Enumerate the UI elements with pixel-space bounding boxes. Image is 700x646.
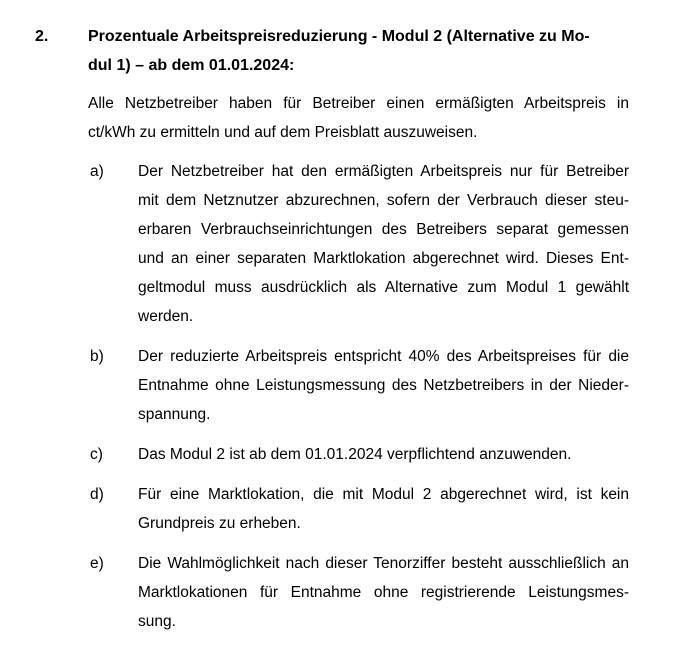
list-item-text — [138, 440, 629, 469]
text-line: Der reduzierte Arbeitspreis entspricht 40% des Arbeitspreises für die — [138, 348, 629, 365]
text-line: mit dem Netznutzer abzurechnen, sofern der Verbrauch dieser steu- — [138, 192, 629, 209]
section-title — [88, 22, 629, 80]
list-item-marker: d) — [90, 486, 104, 503]
text-line: Entnahme ohne Leistungsmessung des Netzbetreibers in der Nieder- — [138, 377, 629, 394]
list — [35, 157, 700, 636]
list-item-marker: b) — [90, 348, 104, 365]
list-item — [90, 342, 700, 429]
text-line: Grundpreis zu erheben. — [138, 515, 301, 532]
list-item-text — [138, 549, 629, 636]
section-heading — [35, 22, 700, 80]
list-item — [90, 157, 700, 331]
text-line: und an einer separaten Marktlokation abgerechnet wird. Dieses Ent- — [138, 250, 629, 267]
text-line: Der Netzbetreiber hat den ermäßigten Arbeitspreis nur für Betreiber — [138, 163, 629, 180]
text-line: geltmodul muss ausdrücklich als Alternative zum Modul 1 gewählt — [138, 279, 629, 296]
text-line: dul 1) – ab dem 01.01.2024: — [88, 57, 295, 74]
list-item-marker: a) — [90, 163, 104, 180]
text-line: erbaren Verbrauchseinrichtungen des Betreibers separat gemessen — [138, 221, 629, 238]
text-line: sung. — [138, 613, 176, 630]
section-number: 2. — [35, 28, 49, 45]
text-line: Prozentuale Arbeitspreisreduzierung - Modul 2 (Alternative zu Mo- — [88, 28, 590, 45]
text-line: spannung. — [138, 406, 211, 423]
list-item-text — [138, 157, 629, 331]
intro-paragraph — [88, 89, 629, 147]
text-line: Die Wahlmöglichkeit nach dieser Tenorziffer besteht ausschließlich an — [138, 555, 629, 572]
text-line: Für eine Marktlokation, die mit Modul 2 abgerechnet wird, ist kein — [138, 486, 629, 503]
list-item-text — [138, 480, 629, 538]
list-item — [90, 480, 700, 538]
list-item — [90, 440, 700, 469]
text-line: Das Modul 2 ist ab dem 01.01.2024 verpflichtend anzuwenden. — [138, 446, 572, 463]
text-line: Alle Netzbetreiber haben für Betreiber einen ermäßigten Arbeitspreis in — [88, 95, 629, 112]
text-line: Marktlokationen für Entnahme ohne registrierende Leistungsmes- — [138, 584, 629, 601]
list-item-marker: c) — [90, 446, 103, 463]
text-line: werden. — [138, 308, 194, 325]
list-item-marker: e) — [90, 555, 104, 572]
list-item-text — [138, 342, 629, 429]
list-item — [90, 549, 700, 636]
text-line: ct/kWh zu ermitteln und auf dem Preisblatt auszuweisen. — [88, 124, 478, 141]
